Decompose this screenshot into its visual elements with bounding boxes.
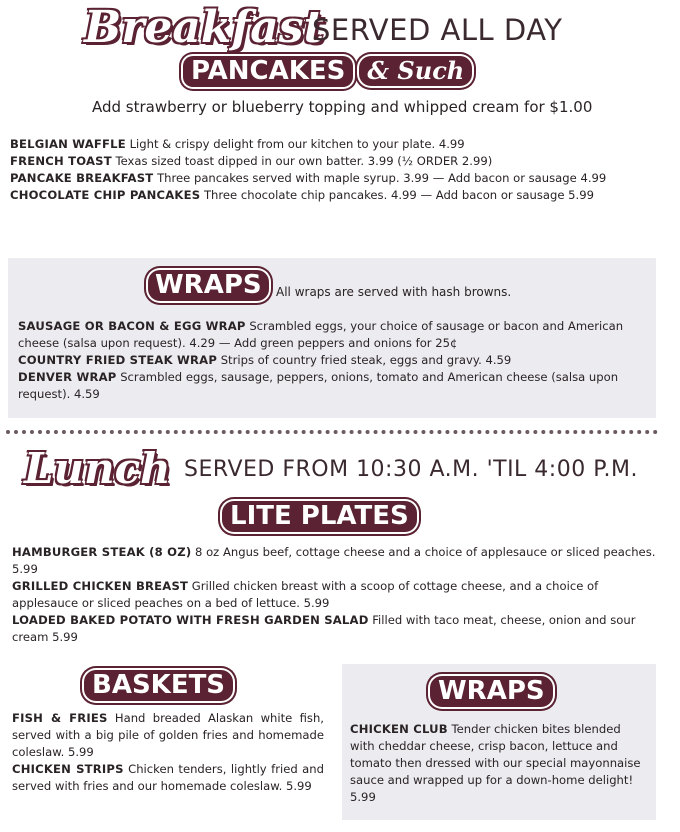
wraps-heading xyxy=(148,270,269,301)
wraps-heading-lunch-label: WRAPS xyxy=(430,676,553,707)
lite-plates-heading-label: LITE PLATES xyxy=(222,501,417,532)
baskets-heading-label: BASKETS xyxy=(84,670,233,701)
list-item: FRENCH TOAST Texas sized toast dipped in our own batter. 3.99 (½ ORDER 2.99) xyxy=(10,154,493,168)
pancakes-heading-label: PANCAKES xyxy=(183,56,353,87)
lunch-served-note: SERVED FROM 10:30 A.M. 'TIL 4:00 P.M. xyxy=(184,457,639,482)
pancakes-heading-amp: & Such xyxy=(367,56,465,85)
list-item: COUNTRY FRIED STEAK WRAP Strips of country fried steak, eggs and gravy. 4.59 xyxy=(18,353,512,367)
list-item: DENVER WRAP Scrambled eggs, sausage, peppers, onions, tomato and American cheese (salsa upon request). 4.59 xyxy=(18,370,619,401)
baskets-heading xyxy=(84,670,233,701)
list-item: CHICKEN CLUB Tender chicken bites blended with cheddar cheese, crisp bacon, lettuce and tomato then dressed with our special mayonnaise sauce and wrapped up for a down-home delight! 5.99 xyxy=(350,722,641,804)
list-item: CHICKEN STRIPS Chicken tenders, lightly fried and served with fries and our homemade coleslaw. 5.99 xyxy=(12,762,324,793)
wraps-note: All wraps are served with hash browns. xyxy=(276,285,512,299)
list-item: BELGIAN WAFFLE Light & crispy delight from our kitchen to your plate. 4.99 xyxy=(10,137,465,151)
wraps-items xyxy=(18,318,648,403)
topping-note: Add strawberry or blueberry topping and whipped cream for $1.00 xyxy=(92,98,593,116)
list-item: PANCAKE BREAKFAST Three pancakes served with maple syrup. 3.99 — Add bacon or sausage 4.99 xyxy=(10,171,607,185)
wraps-heading-lunch xyxy=(430,676,553,707)
lite-plates-items xyxy=(12,544,658,646)
wraps-lunch-items xyxy=(350,721,646,806)
lite-plates-heading xyxy=(222,501,417,532)
breakfast-served-note: SERVED ALL DAY xyxy=(312,13,563,47)
list-item: HAMBURGER STEAK (8 OZ) 8 oz Angus beef, cottage cheese and a choice of applesauce or sliced peaches. 5.99 xyxy=(12,545,656,576)
list-item: SAUSAGE OR BACON & EGG WRAP Scrambled eggs, your choice of sausage or bacon and American cheese (salsa upon request). 4.29 — Add green peppers and onions for 25¢ xyxy=(18,319,624,350)
list-item: CHOCOLATE CHIP PANCAKES Three chocolate chip pancakes. 4.99 — Add bacon or sausage 5.99 xyxy=(10,188,594,202)
list-item: FISH & FRIES Hand breaded Alaskan white fish, served with a big pile of golden fries and homemade coleslaw. 5.99 xyxy=(12,711,324,759)
list-item: GRILLED CHICKEN BREAST Grilled chicken breast with a scoop of cottage cheese, and a choice of applesauce or sliced peaches on a bed of lettuce. 5.99 xyxy=(12,579,599,610)
pancakes-heading xyxy=(183,56,472,87)
lunch-title: Lunch xyxy=(24,444,171,493)
breakfast-title: Breakfast xyxy=(84,2,324,53)
section-divider xyxy=(6,430,658,434)
breakfast-items xyxy=(10,136,658,204)
wraps-heading-label: WRAPS xyxy=(148,270,269,301)
list-item: LOADED BAKED POTATO WITH FRESH GARDEN SALAD Filled with taco meat, cheese, onion and sour cream 5.99 xyxy=(12,613,636,644)
baskets-items xyxy=(12,710,324,795)
